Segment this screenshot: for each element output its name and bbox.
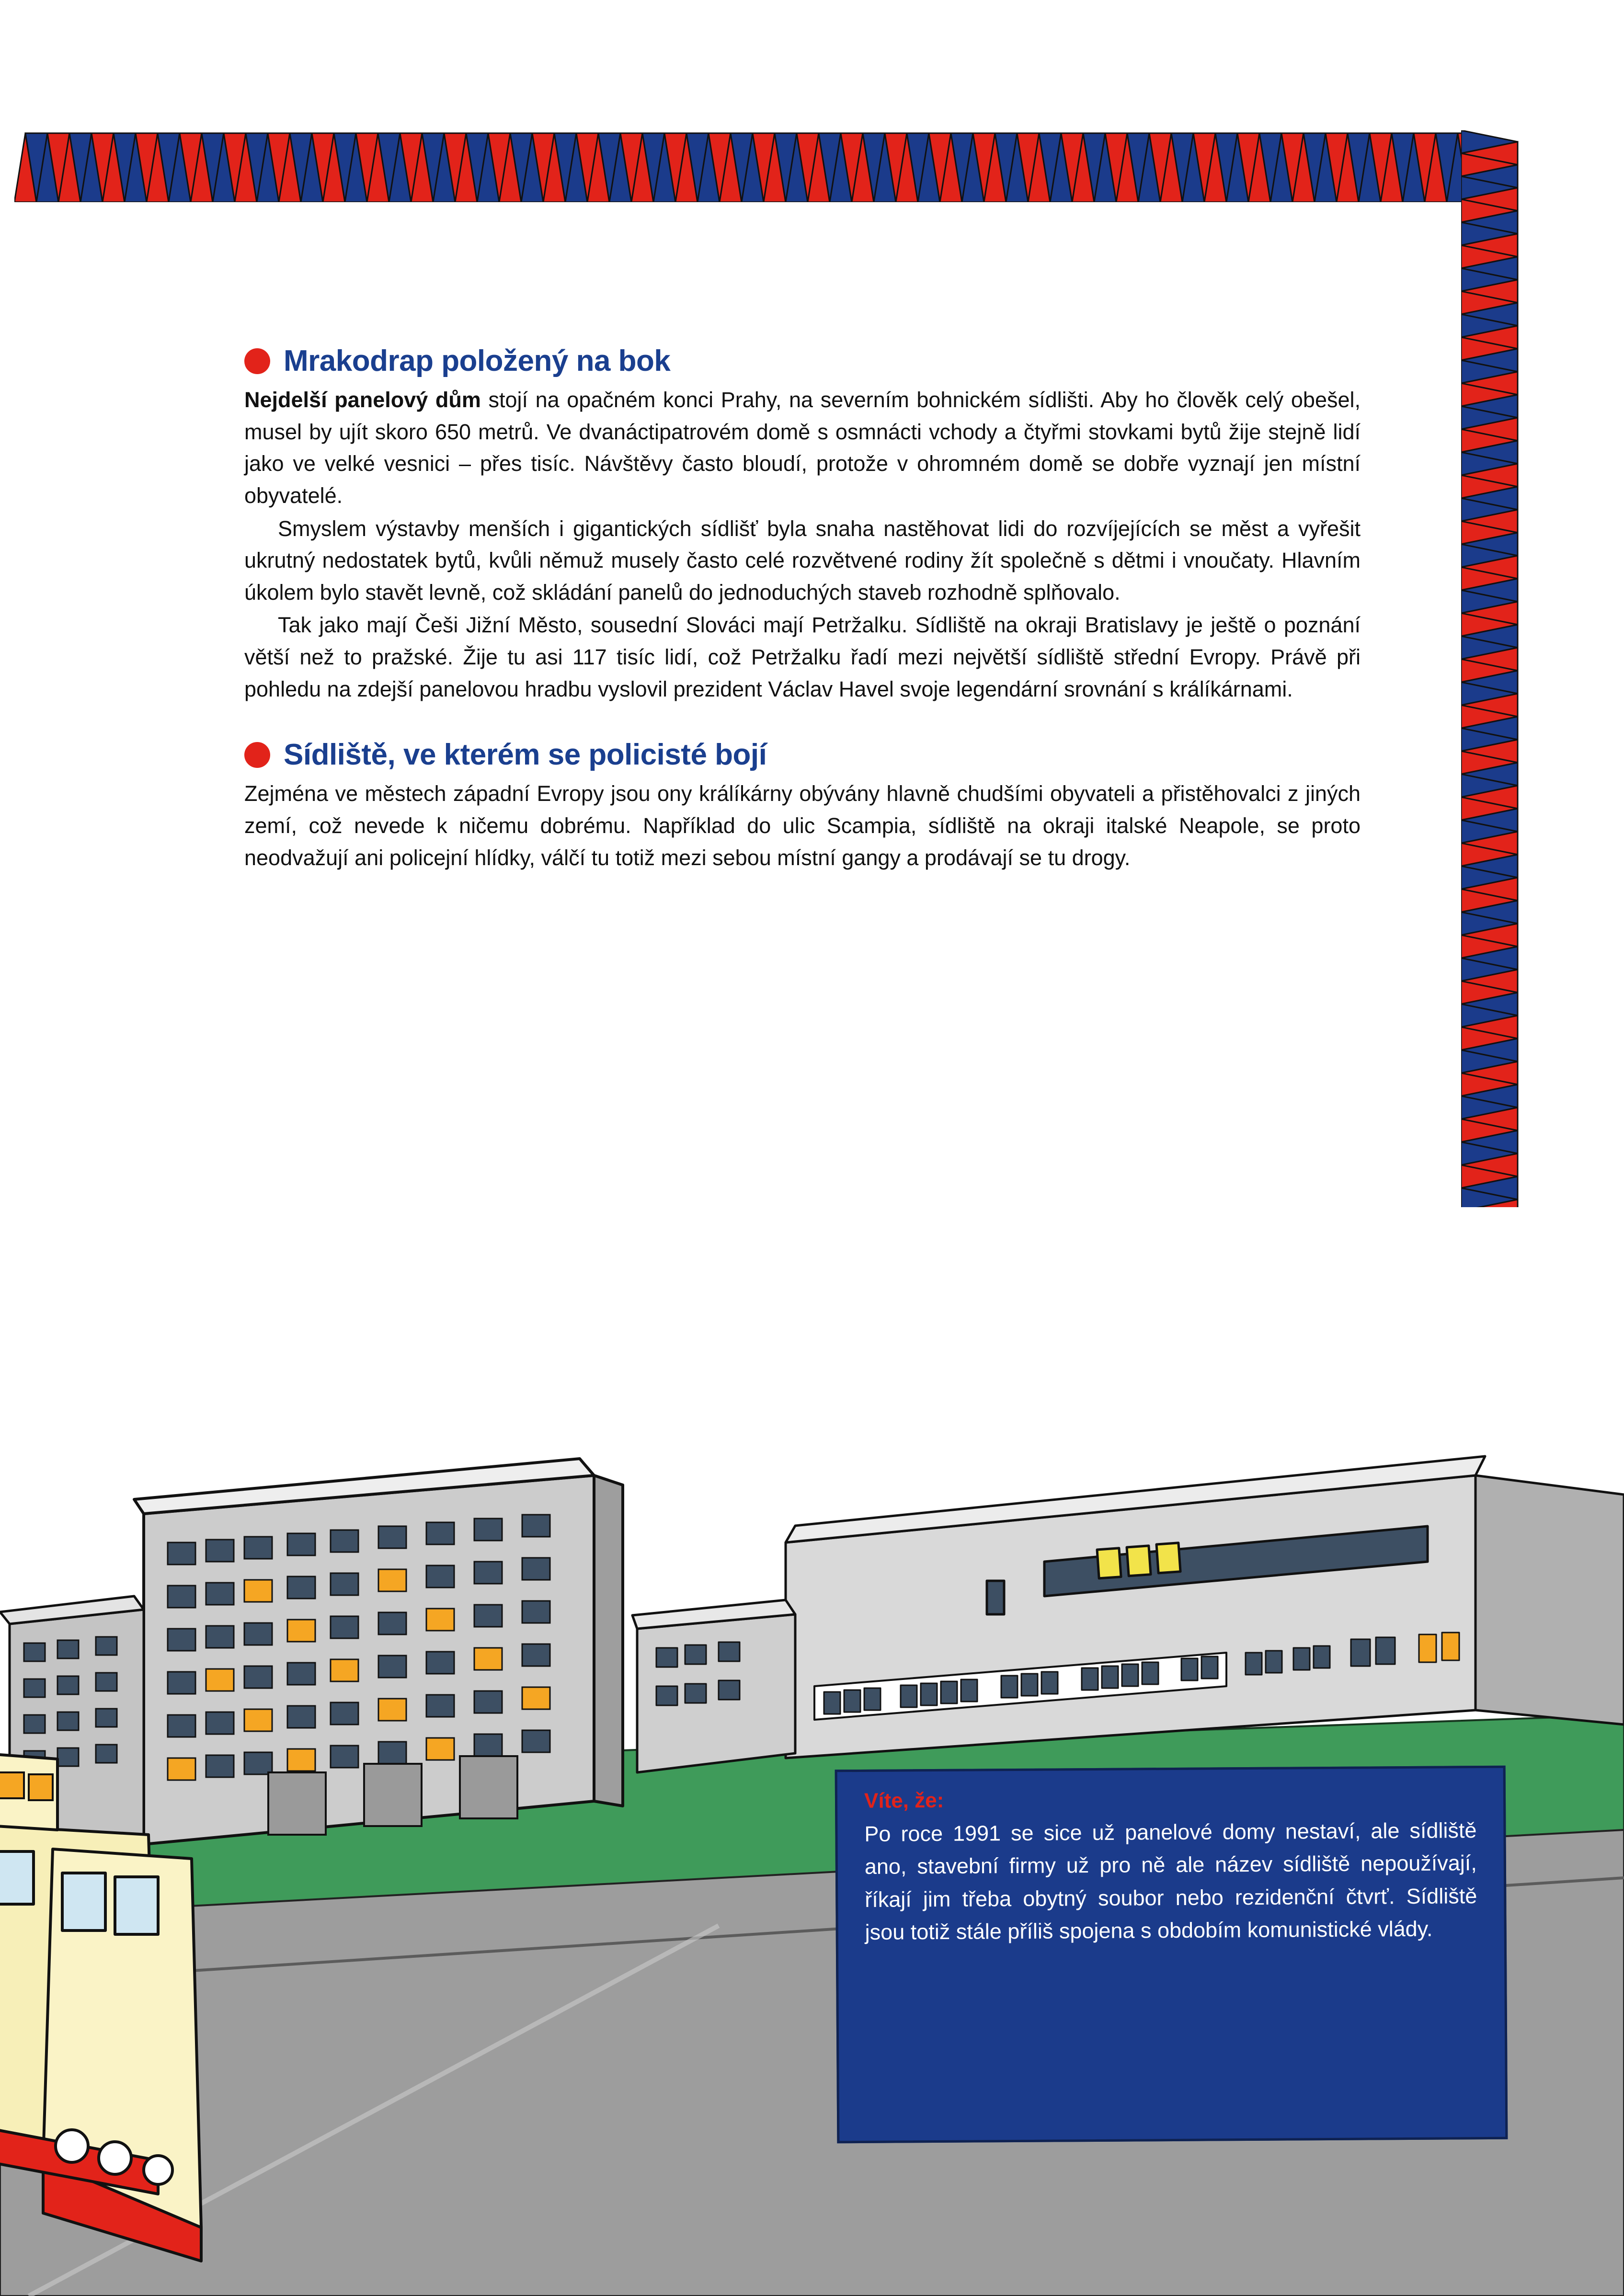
paragraph-1-lead: Nejdelší panelový dům: [244, 388, 481, 412]
paragraph-1: [244, 384, 1361, 512]
article-body: [244, 345, 1361, 874]
section-heading-1: [244, 345, 1361, 377]
paragraph-3: Tak jako mají Češi Jižní Město, sousední Slováci mají Petržalku. Sídliště na okraji Bratislavy je ještě o poznání větší než to pražské. Žije tu asi 117 tisíc lidí, což Petržalku řadí mezi největší sídliště střední Evropy. Právě při pohledu na zdejší panelovou hradbu vyslovil prezident Václav Havel svoje legendární srovnání s králíkárnami.: [244, 613, 1361, 701]
bullet-dot-icon: [244, 348, 270, 374]
triangle-pattern-right: [1461, 130, 1520, 1232]
section-heading-2-text: Sídliště, ve kterém se policisté bojí: [284, 738, 767, 772]
paragraph-1-text: stojí na opačném konci Prahy, na severním bohnickém sídlišti. Aby ho člověk celý obešel, musel by ujít skoro 650 metrů. Ve dvanáctipatrovém domě s osmnácti vchody a čtyřmi stovkami bytů žije stejně lidí jako ve velké vesnici – přes tisíc. Návštěvy často bloudí, protože v ohromném domě se dobře vyznají jen místní obyvatelé.: [244, 388, 1361, 508]
paragraph-2: Smyslem výstavby menších i gigantických sídlišť byla snaha nastěhovat lidi do rozvíjejících se měst a vyřešit ukrutný nedostatek bytů, kvůli němuž musely často celé rozvětvené rodiny žít společně s dětmi i vnoučaty. Hlavním úkolem bylo stavět levně, což skládání panelů do jednoduchých staveb rozhodně splňovalo.: [244, 516, 1361, 605]
section-heading-2: [244, 739, 1361, 771]
did-you-know-box: [835, 1766, 1508, 2144]
paragraph-4: Zejména ve městech západní Evropy jsou ony králíkárny obývány hlavně chudšími obyvateli a přistěhovalci z jiných zemí, což nevede k ničemu dobrému. Například do ulic Scampia, sídliště na okraji italské Neapole, se proto neodvažují ani policejní hlídky, válčí tu totiž mezi sebou místní gangy a prodávají se tu drogy.: [244, 781, 1361, 870]
section-spacer: [244, 705, 1361, 739]
did-you-know-text: Po roce 1991 se sice už panelové domy nestaví, ale sídliště ano, stavební firmy už pro ně ale název sídliště nepoužívají, říkají jim třeba obytný soubor nebo rezidenční čtvrť. Sídliště jsou totiž stále příliš spojena s obdobím komunistické vlády.: [864, 1818, 1477, 1945]
did-you-know-title: Víte, že:: [864, 1788, 944, 1813]
section-heading-1-text: Mrakodrap položený na bok: [284, 344, 671, 377]
bullet-dot-icon: [244, 742, 270, 768]
triangle-pattern-top: [14, 130, 1495, 202]
